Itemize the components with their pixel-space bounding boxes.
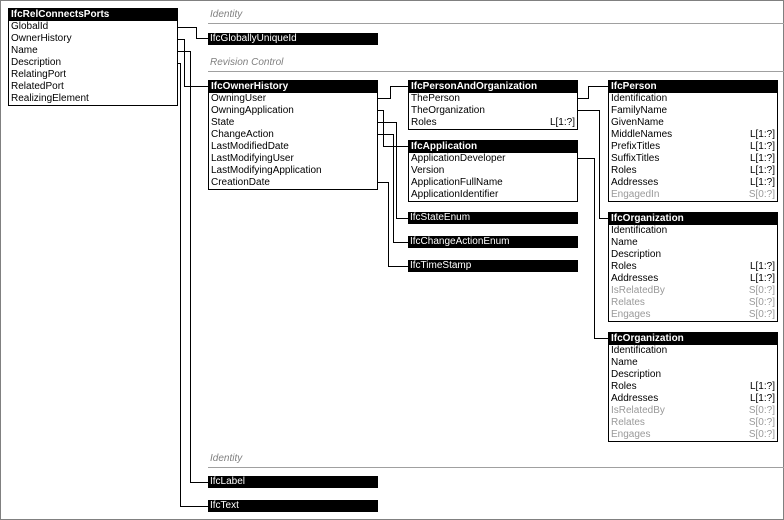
cardinality: S[0:?] (748, 417, 775, 428)
inverse-attribute-row[interactable] (609, 405, 777, 417)
cardinality: L[1:?] (749, 129, 775, 140)
attribute-name: Name (611, 357, 638, 368)
attribute-name: TheOrganization (411, 105, 485, 116)
cardinality: S[0:?] (748, 405, 775, 416)
attribute-name: Engages (611, 309, 651, 320)
attribute-name: Relates (611, 297, 645, 308)
inverse-attribute-row[interactable] (609, 189, 777, 201)
attribute-row[interactable]: RelatingPort (11, 69, 67, 80)
cardinality: L[1:?] (749, 261, 775, 272)
attribute-name: Identification (611, 225, 668, 236)
attribute-row[interactable]: LastModifyingApplication (211, 165, 322, 176)
inverse-attribute-row[interactable] (609, 285, 777, 297)
attribute-row[interactable] (609, 345, 777, 357)
attribute-name: EngagedIn (611, 189, 660, 200)
attribute-row[interactable] (609, 393, 777, 405)
attribute-name: Roles (611, 165, 637, 176)
section-rule (208, 23, 784, 24)
type-ifc-globally-unique-id[interactable]: IfcGloballyUniqueId (208, 33, 378, 45)
type-ifc-change-action-enum[interactable]: IfcChangeActionEnum (408, 236, 578, 248)
attribute-row[interactable]: Description (11, 57, 62, 68)
attribute-row[interactable] (609, 261, 777, 273)
type-ifc-text[interactable]: IfcText (208, 500, 378, 512)
attribute-row[interactable]: RealizingElement (11, 93, 89, 104)
entity-ifc-rel-connects-ports[interactable] (8, 8, 178, 106)
type-ifc-label[interactable]: IfcLabel (208, 476, 378, 488)
entity-title: IfcPerson (609, 81, 777, 93)
attribute-name: Description (611, 369, 662, 380)
attribute-name: PrefixTitles (611, 141, 661, 152)
attribute-name: ThePerson (411, 93, 460, 104)
entity-ifc-organization[interactable] (608, 332, 778, 442)
attribute-name: Relates (611, 417, 645, 428)
attribute-name: Identification (611, 345, 668, 356)
entity-title: IfcRelConnectsPorts (9, 9, 177, 21)
type-ifc-time-stamp[interactable]: IfcTimeStamp (408, 260, 578, 272)
cardinality: L[1:?] (749, 177, 775, 188)
inverse-attribute-row[interactable] (609, 417, 777, 429)
attribute-row[interactable]: Version (411, 165, 445, 176)
attribute-row[interactable] (409, 105, 577, 117)
attribute-name: Identification (611, 93, 668, 104)
attribute-name: FamilyName (611, 105, 668, 116)
attribute-row[interactable] (609, 237, 777, 249)
cardinality: S[0:?] (748, 285, 775, 296)
cardinality: S[0:?] (748, 429, 775, 440)
inverse-attribute-row[interactable] (609, 309, 777, 321)
attribute-name: Engages (611, 429, 651, 440)
attribute-row[interactable] (409, 93, 577, 105)
cardinality: L[1:?] (749, 381, 775, 392)
entity-title: IfcOrganization (609, 213, 777, 225)
entity-ifc-organization[interactable] (608, 212, 778, 322)
attribute-row[interactable] (609, 273, 777, 285)
section-label-identity-bottom: Identity (210, 453, 243, 464)
attribute-row[interactable] (409, 117, 577, 129)
attribute-row[interactable] (609, 225, 777, 237)
attribute-row[interactable]: LastModifyingUser (211, 153, 294, 164)
attribute-row[interactable] (609, 153, 777, 165)
attribute-row[interactable]: OwnerHistory (11, 33, 72, 44)
attribute-row[interactable] (609, 141, 777, 153)
attribute-row[interactable] (609, 105, 777, 117)
cardinality: S[0:?] (748, 309, 775, 320)
attribute-row[interactable]: State (211, 117, 235, 128)
attribute-row[interactable] (609, 93, 777, 105)
attribute-name: Roles (411, 117, 437, 128)
attribute-name: Addresses (611, 273, 659, 284)
attribute-name: Roles (611, 261, 637, 272)
cardinality: L[1:?] (549, 117, 575, 128)
entity-ifc-owner-history[interactable] (208, 80, 378, 190)
cardinality: L[1:?] (749, 141, 775, 152)
attribute-row[interactable]: OwningApplication (211, 105, 294, 116)
attribute-name: Name (611, 237, 638, 248)
attribute-row[interactable]: OwningUser (211, 93, 267, 104)
attribute-name: IsRelatedBy (611, 285, 665, 296)
cardinality: L[1:?] (749, 273, 775, 284)
section-label-revision-control: Revision Control (210, 57, 284, 68)
cardinality: L[1:?] (749, 393, 775, 404)
attribute-row[interactable]: ApplicationDeveloper (411, 153, 506, 164)
entity-ifc-person[interactable] (608, 80, 778, 202)
attribute-row[interactable]: CreationDate (211, 177, 270, 188)
section-label-identity: Identity (210, 9, 243, 20)
attribute-row[interactable]: RelatedPort (11, 81, 64, 92)
entity-title: IfcPersonAndOrganization (409, 81, 577, 93)
section-rule (208, 71, 784, 72)
attribute-row[interactable] (609, 369, 777, 381)
attribute-name: Description (611, 249, 662, 260)
cardinality: L[1:?] (749, 165, 775, 176)
attribute-name: GivenName (611, 117, 664, 128)
attribute-row[interactable]: LastModifiedDate (211, 141, 289, 152)
attribute-row[interactable] (609, 165, 777, 177)
cardinality: S[0:?] (748, 189, 775, 200)
attribute-row[interactable] (609, 117, 777, 129)
attribute-row[interactable]: ApplicationFullName (411, 177, 503, 188)
attribute-row[interactable] (609, 357, 777, 369)
entity-title: IfcOwnerHistory (209, 81, 377, 93)
entity-ifc-application[interactable] (408, 140, 578, 202)
attribute-name: SuffixTitles (611, 153, 660, 164)
entity-ifc-person-and-organization[interactable] (408, 80, 578, 130)
attribute-row[interactable]: Name (11, 45, 38, 56)
type-ifc-state-enum[interactable]: IfcStateEnum (408, 212, 578, 224)
attribute-row[interactable] (609, 249, 777, 261)
cardinality: L[1:?] (749, 153, 775, 164)
inverse-attribute-row[interactable] (609, 297, 777, 309)
attribute-name: Roles (611, 381, 637, 392)
section-rule (208, 467, 784, 468)
attribute-row[interactable] (609, 129, 777, 141)
attribute-name: Addresses (611, 177, 659, 188)
inverse-attribute-row[interactable] (609, 429, 777, 441)
attribute-row[interactable]: GlobalId (11, 21, 49, 32)
attribute-name: MiddleNames (611, 129, 673, 140)
cardinality: S[0:?] (748, 297, 775, 308)
attribute-row[interactable]: ChangeAction (211, 129, 274, 140)
entity-title: IfcApplication (409, 141, 577, 153)
attribute-name: Addresses (611, 393, 659, 404)
attribute-row[interactable] (609, 177, 777, 189)
attribute-row[interactable] (609, 381, 777, 393)
attribute-row[interactable]: ApplicationIdentifier (411, 189, 499, 200)
attribute-name: IsRelatedBy (611, 405, 665, 416)
entity-title: IfcOrganization (609, 333, 777, 345)
